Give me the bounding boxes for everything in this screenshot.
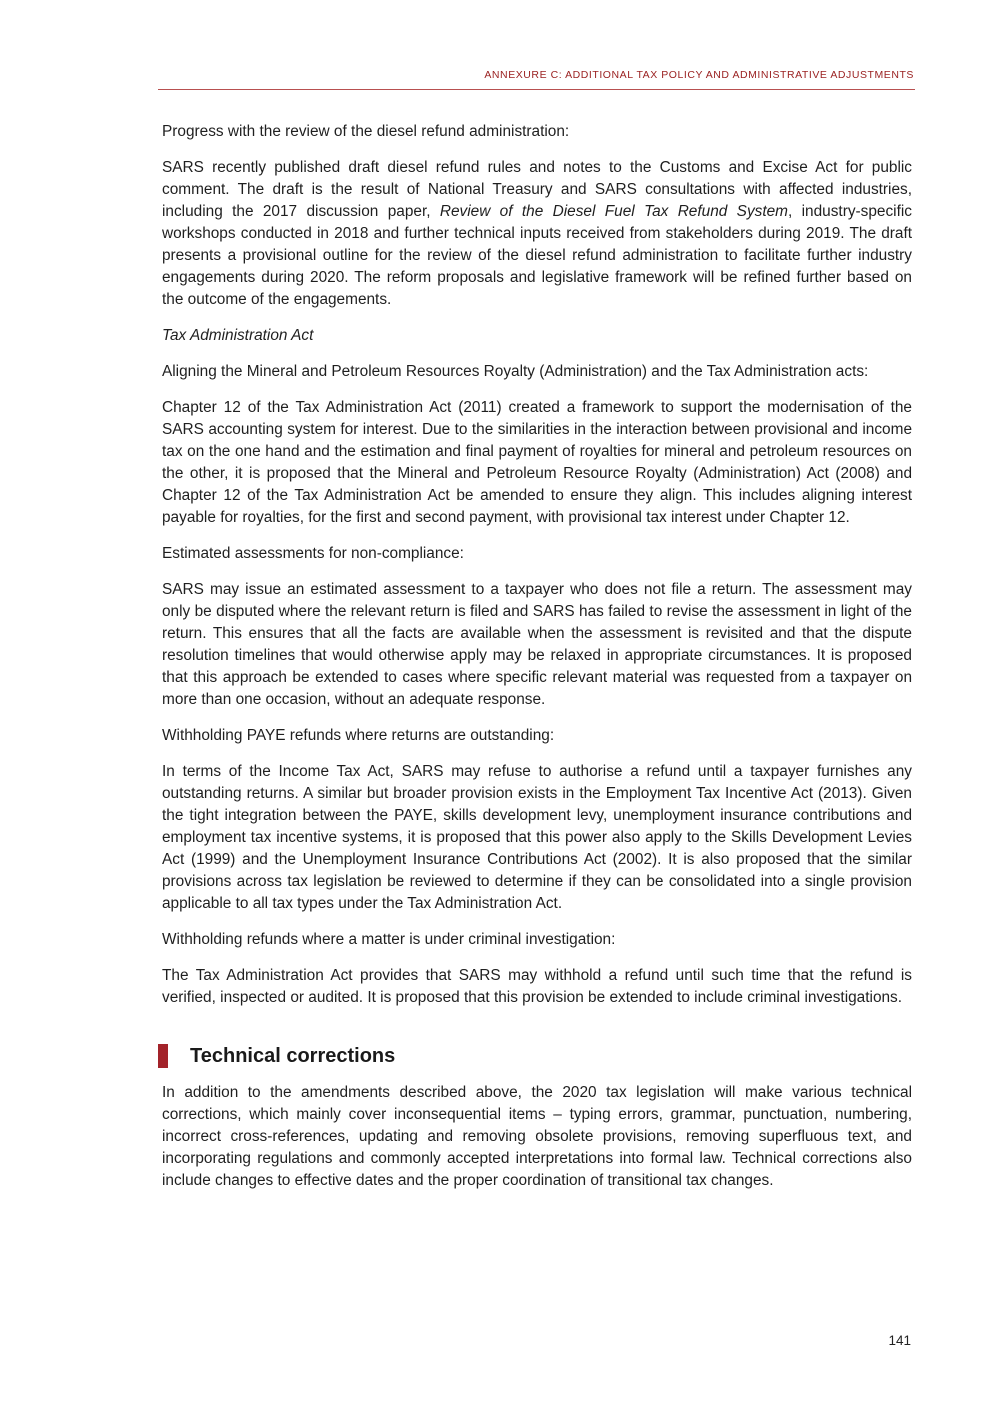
running-header: ANNEXURE C: ADDITIONAL TAX POLICY AND ADMINISTRATIVE ADJUSTMENTS [484, 69, 914, 81]
criminal-intro: Withholding refunds where a matter is under criminal investigation: [162, 931, 616, 948]
royalty-intro: Aligning the Mineral and Petroleum Resources Royalty (Administration) and the Tax Administration acts: [162, 363, 869, 380]
royalty-body: Chapter 12 of the Tax Administration Act (2011) created a framework to support the modernisation of the SARS accounting system for interest. Due to the similarities in the interaction between provisional and income tax on the one hand and the estimation and final payment of royalties for mineral and petroleum resources on the other, it is proposed that the Mineral and Petroleum Resource Royalty (Administration) Act (2008) and Chapter 12 of the Tax Administration Act be amended to ensure they align. This includes aligning interest payable for royalties, for the first and second payment, with provisional tax interest under Chapter 12. [162, 399, 912, 526]
discussion-paper-title: Review of the Diesel Fuel Tax Refund System [439, 203, 788, 220]
section-title: Technical corrections [190, 1045, 396, 1067]
diesel-body-text-1: SARS recently published draft diesel refund rules and notes to the Customs and Excise Act for public comment. The draft is the result of National Treasury and SARS consultations with affected industries, including the 2017 discussion paper, [162, 159, 912, 220]
header-rule [158, 89, 915, 90]
section-marker [158, 1044, 168, 1068]
diesel-body [162, 157, 912, 311]
criminal-body: The Tax Administration Act provides that SARS may withhold a refund until such time that the refund is verified, inspected or audited. It is proposed that this provision be extended to include criminal investigations. [162, 967, 912, 1006]
taa-subheading: Tax Administration Act [162, 327, 314, 344]
page-content [162, 121, 912, 1206]
paye-body: In terms of the Income Tax Act, SARS may refuse to authorise a refund until a taxpayer furnishes any outstanding returns. A similar but broader provision exists in the Employment Tax Incentive Act (2013). Given the tight integration between the PAYE, skills development levy, unemployment insurance contributions and employment tax incentive systems, it is proposed that this power also apply to the Skills Development Levies Act (1999) and the Unemployment Insurance Contributions Act (2002). It is also proposed that the similar provisions across tax legislation be reviewed to determine if they can be consolidated into a single provision applicable to all tax types under the Tax Administration Act. [162, 763, 912, 912]
diesel-body-text-2: , industry-specific workshops conducted in 2018 and further technical inputs received from stakeholders during 2019. The draft presents a provisional outline for the review of the diesel refund administration to facilitate further industry engagements during 2020. The reform proposals and legislative framework will be refined further based on the outcome of the engagements. [162, 203, 912, 308]
page-number: 141 [888, 1333, 911, 1348]
paye-intro: Withholding PAYE refunds where returns are outstanding: [162, 727, 555, 744]
technical-corrections-heading [162, 1043, 912, 1073]
diesel-intro: Progress with the review of the diesel refund administration: [162, 123, 570, 140]
technical-body: In addition to the amendments described above, the 2020 tax legislation will make various technical corrections, which mainly cover inconsequential items – typing errors, grammar, punctuation, numbering, incorrect cross-references, updating and removing obsolete provisions, removing superfluous text, and incorporating regulations and commonly accepted interpretations into formal law. Technical corrections also include changes to effective dates and the proper coordination of transitional tax changes. [162, 1084, 912, 1189]
estimated-body: SARS may issue an estimated assessment to a taxpayer who does not file a return. The assessment may only be disputed where the relevant return is filed and SARS has failed to revise the assessment in light of the return. This ensures that all the facts are available when the assessment is revisited and that the dispute resolution timelines that would otherwise apply may be relaxed in appropriate circumstances. It is proposed that this approach be extended to cases where specific relevant material was requested from a taxpayer on more than one occasion, without an adequate response. [162, 581, 912, 708]
estimated-intro: Estimated assessments for non-compliance: [162, 545, 464, 562]
